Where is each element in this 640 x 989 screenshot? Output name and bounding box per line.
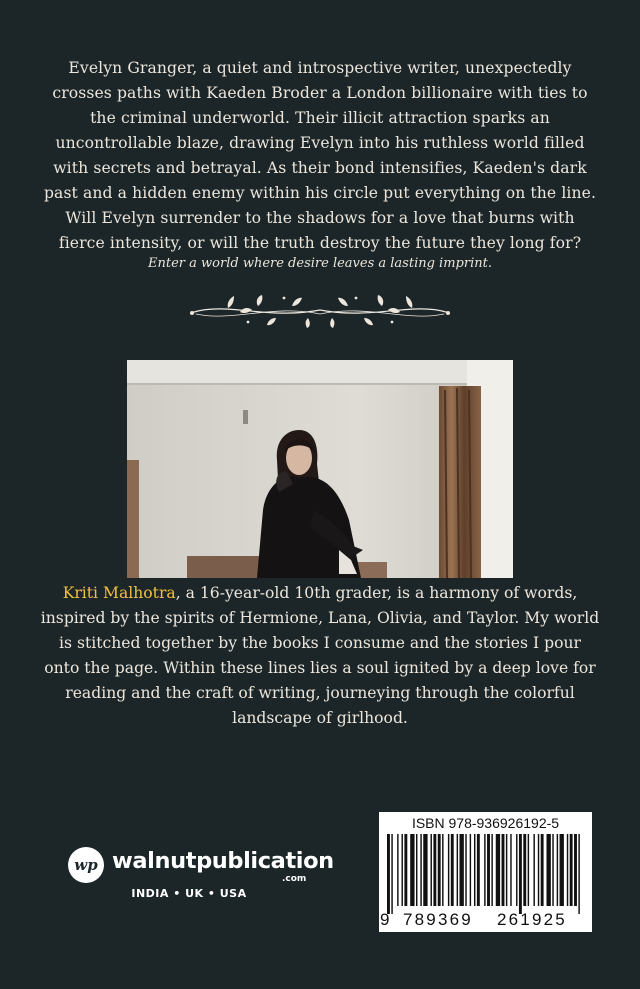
barcode-bar xyxy=(557,834,558,906)
back-cover-blurb: Evelyn Granger, a quiet and introspective writer, unexpectedly crosses paths with Kaeden Broder a London billionaire with ties to the criminal underworld. Their illicit attraction sparks an uncontrollable blaze, drawing Evelyn into his ruthless world filled with secrets and betrayal. As their bond intensifies, Kaeden's dark past and a hidden enemy within his circle put everything on the line. Will Evelyn surrender to the shadows for a love that burns with fierce intensity, or will the truth destroy the future they long for? xyxy=(43,59,597,252)
barcode-bar xyxy=(460,834,464,906)
barcode-bar xyxy=(496,834,500,906)
barcode-bar xyxy=(523,834,526,906)
barcode-bar xyxy=(519,834,522,914)
barcode-bar xyxy=(402,834,403,906)
barcode-bar xyxy=(487,834,490,906)
author-name: Kriti Malhotra xyxy=(62,584,176,602)
barcode-bar xyxy=(416,834,417,906)
barcode-bar xyxy=(474,834,475,906)
barcode-bar xyxy=(516,834,517,906)
author-bio-text: , a 16-year-old 10th grader, is a harmony of words, inspired by the spirits of Hermione, Lana, Olivia, and Taylor. My world is stitched together by the books I consume and the stories I pour onto the page. Within these lines lies a soul ignited by a deep love for reading and the craft of writing, journeying through the colorful landscape of girlhood. xyxy=(40,584,600,727)
isbn-left-group: 789369 xyxy=(403,910,473,929)
barcode-bar xyxy=(491,834,492,906)
barcode-bar xyxy=(438,834,441,906)
barcode-bar xyxy=(538,834,539,906)
barcode-bar xyxy=(387,834,390,914)
barcode-bar xyxy=(502,834,505,906)
publisher-name: walnutpublication xyxy=(112,848,334,874)
author-photo xyxy=(127,360,513,578)
isbn-right-group: 261925 xyxy=(497,910,567,929)
barcode-bar xyxy=(567,834,568,906)
barcode-bar xyxy=(470,834,471,906)
publisher-regions: INDIA • UK • USA xyxy=(131,887,247,900)
barcode-bar xyxy=(397,834,398,906)
publisher-domain: .com xyxy=(282,874,307,884)
barcode-bar xyxy=(570,834,573,906)
barcode-bar xyxy=(433,834,436,906)
barcode-bar xyxy=(391,834,392,914)
walnut-publication-logo-icon xyxy=(68,847,104,883)
barcode-bar xyxy=(457,834,458,906)
barcode-bar xyxy=(423,834,427,906)
barcode-bar xyxy=(484,834,485,906)
barcode-bar xyxy=(578,834,579,914)
barcode-bar xyxy=(477,834,480,906)
floral-divider-ornament xyxy=(188,288,452,332)
barcode-bar xyxy=(528,834,529,906)
barcode-bar xyxy=(541,834,544,906)
barcode-bar xyxy=(451,834,454,906)
barcode-bar xyxy=(465,834,466,906)
barcode-bar xyxy=(547,834,551,906)
barcode-bar xyxy=(552,834,553,906)
barcode-bars xyxy=(385,834,586,914)
barcode-bar xyxy=(410,834,414,906)
isbn-label: ISBN 978-936926192-5 xyxy=(411,815,560,831)
barcode-bar xyxy=(506,834,507,906)
barcode-bar xyxy=(442,834,443,906)
isbn-first-digit: 9 xyxy=(380,910,390,929)
barcode-bar xyxy=(574,834,577,906)
publisher-logo-letters: wp xyxy=(74,856,98,874)
barcode-bar xyxy=(448,834,449,906)
tagline: Enter a world where desire leaves a lasting imprint. xyxy=(148,256,492,271)
barcode-bar xyxy=(431,834,432,906)
author-bio xyxy=(40,581,600,731)
barcode-bar xyxy=(420,834,421,906)
barcode-bar xyxy=(533,834,534,906)
barcode-bar xyxy=(510,834,511,906)
barcode-bar xyxy=(560,834,564,906)
isbn-barcode xyxy=(379,812,592,932)
barcode-bar xyxy=(404,834,407,906)
